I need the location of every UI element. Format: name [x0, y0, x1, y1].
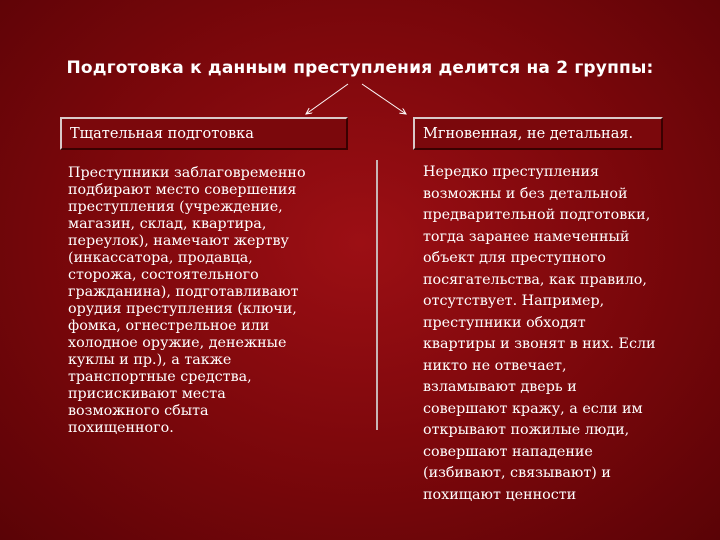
text-line: совершают нападение	[423, 443, 593, 460]
text-line: подбирают место совершения	[68, 182, 297, 198]
text-line: совершают кражу, а если им	[423, 400, 643, 417]
text-line: куклы и пр.), а также	[68, 352, 232, 368]
text-line: тогда заранее намеченный	[423, 228, 630, 245]
text-line: квартиры и звонят в них. Если	[423, 336, 656, 352]
text-line: никто не отвечает,	[423, 357, 567, 374]
text-line: (инкассатора, продавца,	[68, 250, 253, 266]
text-line: отсутствует. Например,	[423, 293, 605, 309]
slide-title: Подготовка к данным преступления делится на 2 группы:	[66, 58, 654, 78]
text-line: взламывают дверь и	[423, 379, 577, 395]
text-line: Нередко преступления	[423, 164, 600, 180]
text-line: преступления (учреждение,	[68, 199, 283, 215]
text-line: фомка, огнестрельное или	[68, 318, 270, 334]
text-line: возможны и без детальной	[423, 185, 628, 202]
careful-preparation-text	[68, 165, 338, 437]
instant-preparation-header: Мгновенная, не детальная.	[413, 117, 663, 150]
text-line: сторожа, состоятельного	[68, 267, 259, 283]
text-line: орудия преступления (ключи,	[68, 301, 297, 317]
text-line: переулок), намечают жертву	[68, 233, 289, 249]
text-line: возможного сбыта	[68, 403, 209, 419]
text-line: магазин, склад, квартира,	[68, 216, 267, 232]
careful-preparation-header: Тщательная подготовка	[60, 117, 348, 150]
text-line: предварительной подготовки,	[423, 207, 651, 223]
text-line: похищенного.	[68, 420, 174, 436]
text-line: похищают ценности	[423, 486, 577, 503]
arrow-right	[362, 84, 406, 114]
text-line: присискивают места	[68, 386, 226, 402]
text-line: Преступники заблаговременно	[68, 165, 306, 181]
text-line: транспортные средства,	[68, 369, 252, 385]
instant-preparation-text	[423, 162, 668, 506]
text-line: гражданина), подготавливают	[68, 284, 299, 300]
text-line: открывают пожилые люди,	[423, 422, 630, 438]
text-line: преступники обходят	[423, 314, 586, 331]
column-divider	[376, 160, 378, 430]
arrow-left	[306, 84, 348, 114]
text-line: объект для преступного	[423, 250, 606, 266]
text-line: холодное оружие, денежные	[68, 335, 287, 351]
text-line: посягательства, как правило,	[423, 271, 647, 288]
text-line: (избивают, связывают) и	[423, 465, 611, 481]
